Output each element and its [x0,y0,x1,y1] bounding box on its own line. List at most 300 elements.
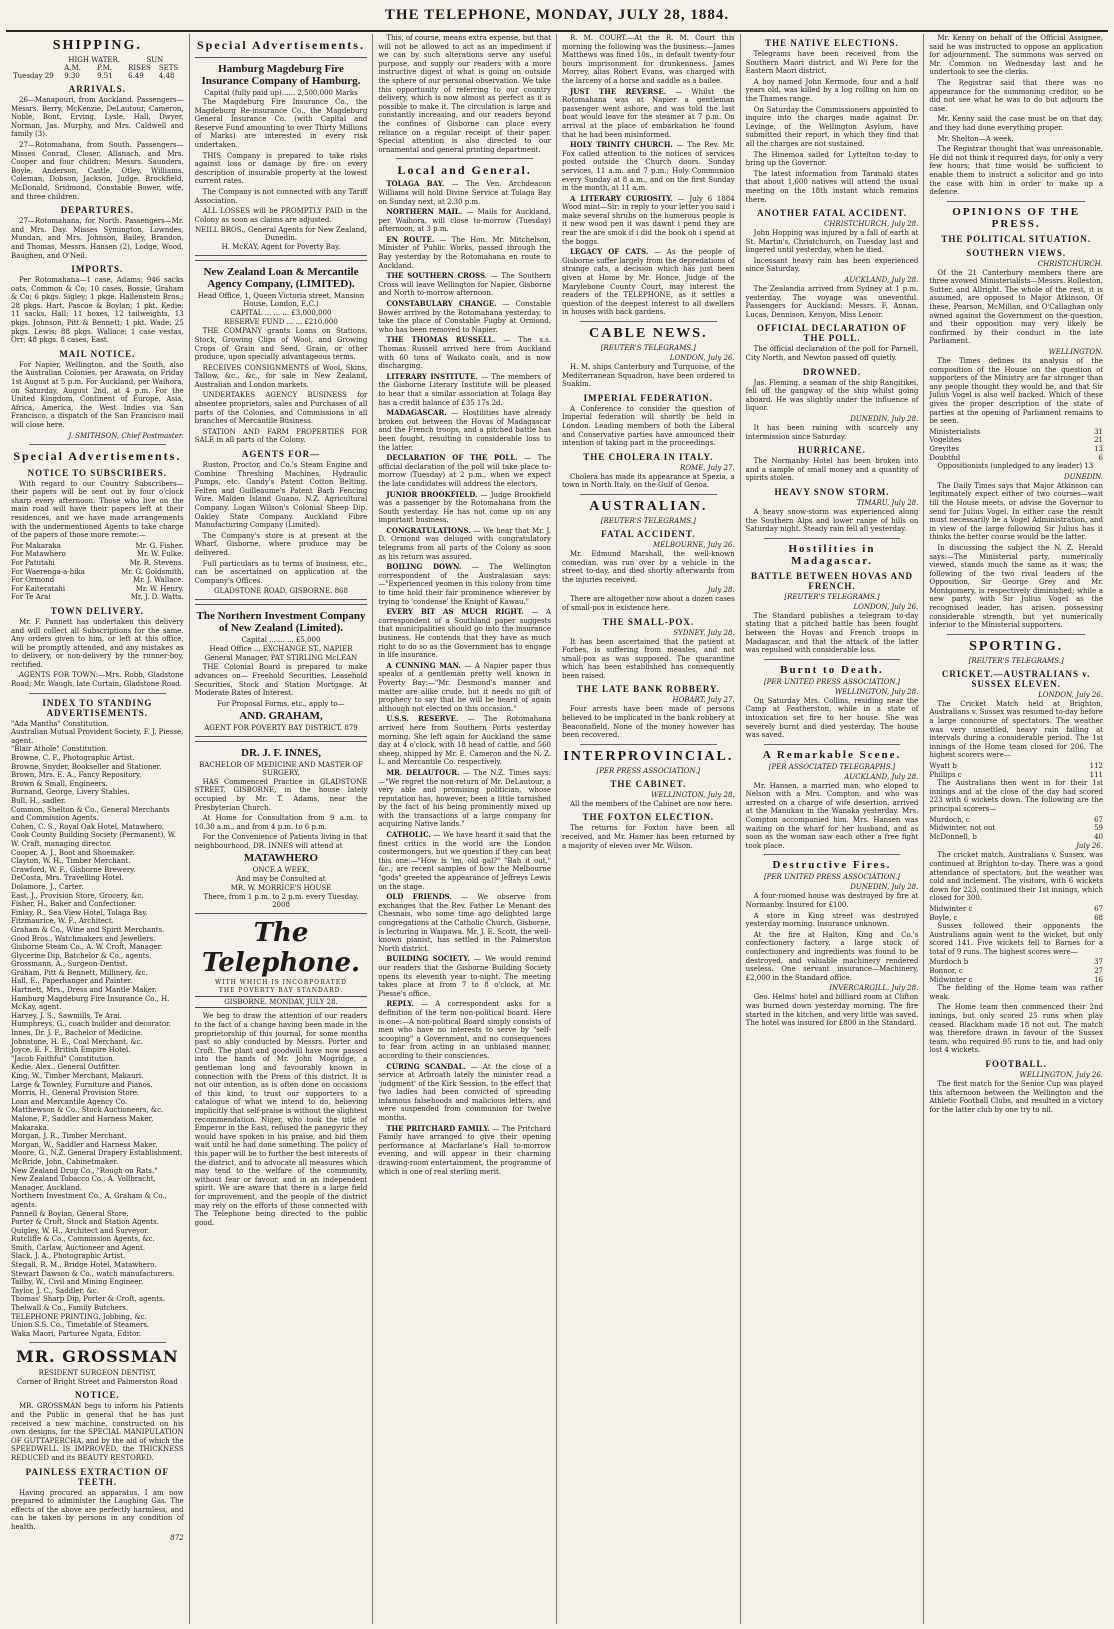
news-item-lead: DECLARATION OF THE POLL. [386,453,518,463]
another-text: John Hopping was injured by a fall of earth at St. Martin's, Christchurch, on Tuesday last and lingered until yesterday, when he died. [745,229,919,255]
town-agents-text: AGENTS FOR TOWN:—Mrs. Robb, Gladstone Road; Mr. Waugh, late Curtain, Gladstone Road. [11,671,184,689]
nic-proposal: For Proposal Forms, etc., apply to— [217,699,345,708]
political-heading: THE POLITICAL SITUATION. [941,233,1091,244]
news-item-text: The Registrar thought that was unreasonable. He did not think it required days, for only a very few hours; that time would be sufficient to enable them to instruct a solicitor and go into the case with him in order to make up a defence. [929,145,1103,197]
news-item-text: Whilst the Rotomahana was at Napier a gentleman passenger went ashore, and was told the last boat would leave for the steamer at 7 p.m. On arrival at the place of embarkation he found that he had been misinformed. [562,87,735,139]
divider [764,659,901,660]
news-item: THE SOUTHERN CROSS. — The Southern Cross will leave Wellington for Napier, Gisborne and North to-morrow afternoon. [378,271,552,298]
wellington-dateline: WELLINGTON. [1048,348,1103,357]
agent-row: For Ormond Mr. J. Wallace. [11,576,184,585]
news-item-text: The Wellington correspondent of the Australasian says:—"Experienced yeomen in this colony from time to time hold their fair prominence wherever by trying to 'condense' the Knight of Kawau." [378,563,551,606]
news-item-text: As the people of Gisborne suffer largely from the depredations of strange cats, a decision which has just been given at Home by Mr. Honce, Judge of the Marylebone County Court, may interest the readers of the TELEPHONE, as it settles a question of the deepest interest to all dwellers in houses with back gardens. [562,248,735,317]
news-item: THE PRITCHARD FAMILY. — The Pritchard Family have arranged to give their opening performance at Macfarlane's Hall to-morrow evening, and will appear in their charming drawing-room entertainment, the programme of which is one of real sterling merit. [378,1123,552,1176]
notice-text: With regard to our Country Subscribers—their papers will be sent out by four o'clock sharp every afternoon. Those who live on the main road will have their papers left at their residences, and we have made arrangements with the undermentioned Agents to take charge of the papers of those more remote:— [11,479,184,540]
news-item: LEGACY OF CATS. — As the people of Gisborne suffer largely from the depredations of strange cats, a decision which has just been given at Home by Mr. Honce, Judge of the Marylebone County Court, may interest the readers of the TELEPHONE, as it settles a question of the deepest interest to all dwellers in houses with back gardens. [562,247,735,317]
news-item: NORTHERN MAIL. — Mails for Auckland, per Waihora, will close to-morrow (Tuesday) afternoon, at 3 p.m. [378,207,551,234]
cable-heading: CABLE NEWS. [589,326,708,341]
news-item-lead: THE SOUTHERN CROSS. [386,271,488,281]
tide-cell: 4.48 [158,72,175,80]
southern-heading: SOUTHERN VIEWS. [966,247,1067,258]
news-item: MR. DELAUTOUR. — The N.Z. Times says:—"We regret the non-return of Mr. DeLautour, a very able and promising politician, whose reputation has, however, been a little tarnished by the fact of his being prominently mixed up with the transactions of a large company for acquiring Native lands." [378,767,552,829]
native-heading: THE NATIVE ELECTIONS. [765,38,899,48]
agent-row: For Waerenga-a-hika Mr. G. Goldsmith. [11,567,184,576]
mail-text: For Napier, Wellington, and the South, also the Australian Colonies, per Arawata, on Friday 1st August at 5 p.m. For Auckland, per Waihora, on Saturday, August 2nd, at 4 p.m. For the United Kingdom, Continent of Europe, Asia, Africa, America, the West Indies via San Francisco, a dispatch of the San Francisco mail will close here. [11,360,184,429]
news-item: U.S.S. RESERVE. — The Rotomahana arrived here from Southern Ports yesterday morning. She left again for Auckland the same day at 4 o'clock, with 18 head of cattle, and 560 sheep, shipped by Mr. E. Cameron and the N. Z. L. and Mercantile Co. respectively. [378,714,552,767]
index-item: Common, Shelton & Co., General Merchants and Commission Agents. [11,805,170,823]
news-item: BOILING DOWN. — The Wellington correspondent of the Australasian says:—"Experienced yeomen in this colony from time to time hold their fair prominence wherever by trying to 'condense' the Knight of Kawau." [378,562,551,606]
index-item: Matthewson & Co., Stock Auctioneers, &c. [11,1106,164,1115]
index-item: King, W., Timber Merchant, Makauri. [11,1072,144,1080]
tide-cell: 6.49 [128,72,144,80]
hostilities-heading: Hostilities in Madagascar. [788,542,876,567]
snow-text: A heavy snow-storm was experienced along the Southern Alps and lower range of hills on Saturday night. Steady rain fell all yesterday. [745,507,919,534]
leader-continued: This, of course, means extra expense, but that will not be allowed to act as an impediment if we can by such alterations serve any useful purpose, and supply our readers with a more instructive digest of what is going on outside the sphere of our personal observation. We take this opportunity of referring to our country delivery, which is now almost as perfect as it is possible to make it. The circulation is large and constantly increasing, and our readers beyond the confines of Gisborne can place every reliance on a regular receipt of their paper. Special attention is also directed to our ornamental and general printing department. [378,34,551,154]
innes-title: DR. J. F. INNES, [241,746,321,759]
remarkable-heading: A Remarkable Scene. [762,748,902,761]
dunedin-dateline: DUNEDIN. [1063,472,1103,481]
col4-news-list [562,88,735,317]
hamburg-text-2: THIS Company is prepared to take risks against loss or damage by fire on every description of insurable property at the lowest current rates. [194,151,368,186]
leader-text: We beg to draw the attention of our readers to the fact of a change having been made in the proprietorship of this journal, for some months past so ably conducted by Messrs. Porter and Croft. The plant and goodwill have now passed into the hands of Mr. John Mogridge, a gentleman long and favourably known in connection with the Press of this district. It is not our intention, as is often done on occasions of this kind, to trust our supporters to a catalogue of what we intend to do, believing implicitly that self-praise is without the slightest recommendation. Niger, who took the title of Emperor in the East, refused the panegyric they would have spoken in his praise, and bid them wait until he had done something. The policy of this paper will be to further the best interests of the district, and to advocate all measures which may tend to the welfare of the community, without fear or favour, and in an independent spirit. We are aware that there is a large field for improvement, and the people of the district may rely on the efforts of those connected with The Telephone being directed to the public good. [194,1012,368,1227]
index-item: Grossmann, A., Surgeon-Dentist. [11,960,128,969]
nzloan-text-4: STATION AND FARM PROPERTIES FOR SALE in all parts of the Colony. [194,427,368,445]
official-text: The official declaration of the poll for Parnell, City North, and Newton passed off quietly. [745,345,919,363]
nic-agent: AND. GRAHAM, [239,709,323,722]
smallpox-text: It has been ascertained that the patient at Forbes, is suffering from measles, and not small-pox as was supposed. The quarantine which has been established has consequently been raised. [562,637,735,680]
innes-once: ONCE A WEEK, [252,866,310,875]
index-item: Hall, E., Paperhanger and Painter. [11,977,133,986]
news-item [929,34,1103,77]
index-item: Gisborne Steam Co., A. W. Croft, Manager. [11,943,163,952]
cricket-text-4: Sussex followed their opponents the Australians again went to the wicket, but only scored 141. Five wickets fell to Barnes for a total of 9 runs. The highest scores were— [929,922,1103,956]
fatal-heading: FATAL ACCIDENT. [601,528,696,539]
cable-text: H. M. ships Canterbury and Turquoise, of the Mediterranean Squadron, have been ordered to Suakim. [562,363,735,389]
news-item: REPLY. — A correspondent asks for a definition of the term non-political board. Here is one:—A non-political Board simply consists of men who have no interests to serve by "self-scooping" a Government, and no consequences to fear from acting in an unbiased manner, according to their consciences. [378,999,551,1060]
news-item-lead: HOLY TRINITY CHURCH. [570,140,673,150]
tide-day: Tuesday 29 [13,72,54,80]
nzloan-capital: CAPITAL ... ... ... £3,000,000 [230,309,332,318]
news-item-lead: THE THOMAS RUSSELL. [386,335,496,345]
index-item: Fisher, H., Baker and Confectioner. [11,900,137,909]
index-item: "Ada Mantha" Constitution. [11,719,109,728]
index-item: Union S.S. Co., Timetable of Steamers. [11,1321,150,1330]
shipping-heading: SHIPPING. [52,38,142,53]
drowned-text: Jas. Fleming, a seaman of the ship Rangitikei, fell off the gangway of the ship whilst going aboard. He was slightly under the influence of liquor. [745,378,919,413]
news-item: DECLARATION OF THE POLL. — The official declaration of the poll will take place to-morrow (Tuesday) at 2 p.m., when we expect the late candidates will address the electors. [378,453,552,488]
ministerial-row: Ministerialists 31 [929,427,1103,436]
index-item: Brown & Small, Engineers. [11,779,108,788]
agent-row: For Te Arai Mr. J. D. Watts. [11,593,184,602]
nic-title: The Northern Investment Company of New Zealand (Limited). [196,610,366,635]
smallpox-dateline: SYDNEY, July 28. [673,628,735,637]
index-item: Finlay, R., Sea View Hotel, Tolaga Bay. [11,908,148,917]
sporting-kicker: [REUTER'S TELEGRAMS.] [968,656,1064,665]
another-dateline-2: AUCKLAND, July 28. [844,276,919,285]
index-item: Johnstone, H. E., Coal Merchant, &c. [11,1037,143,1046]
index-item: Slack, J. A., Photographic Artist. [11,1252,126,1261]
destructive-heading: Destructive Fires. [772,859,892,872]
index-item: McBride, John, Cabinetmaker. [11,1157,119,1166]
tide-col: SETS [158,64,179,72]
tide-head-sun: SUN [146,56,164,64]
destructive-dateline: DUNEDIN, July 28. [850,883,919,892]
index-item: Malone, P., Saddler and Harness Maker, Makaraka. [11,1114,154,1132]
score-row: Phillips c 111 [929,770,1103,779]
cabinet-heading: THE CABINET. [610,778,687,789]
index-item: Australian Mutual Provident Society, F. J. Piesse, agent. [11,728,184,745]
remarkable-dateline: AUCKLAND, July 28. [844,772,919,781]
index-item: Thelwall & Co., Family Butchers. [11,1304,129,1313]
drowned-heading: DROWNED. [802,366,862,377]
news-item-lead: JUST THE REVERSE. [570,86,667,96]
football-heading: FOOTBALL. [985,1059,1047,1069]
index-item: Waka Maori, Parturee Ngata, Editor. [11,1329,141,1338]
column-2 [190,34,374,1624]
painless-heading: PAINLESS EXTRACTION OF TEETH. [25,1466,169,1487]
federation-heading: IMPERIAL FEDERATION. [583,392,713,403]
nzloan-store-2: Full particulars as to terms of business, etc., can be ascertained on application at the Company's Offices. [194,559,368,585]
nzloan-office: Head Office, 1, Queen Victoria street, Mansion House, London, E.C.) [197,292,365,309]
index-item: Northern Investment Co., A. Graham & Co., agents. [11,1192,167,1209]
news-item [746,151,919,168]
invercargill-dateline: INVERCARGILL, July 28. [829,984,919,993]
news-item-text: The Rotomahana arrived here from Southern Ports yesterday morning. She left again for Auckland the same day at 4 o'clock, with 18 head of cattle, and 560 sheep, shipped by Mr. E. Cameron and the N. Z. L. and Mercantile Co. respectively. [378,715,552,767]
index-item: Thomas' Sharp Dip, Porter & Croft, agents. [11,1295,165,1304]
hamburg-ad [195,57,368,256]
divider [947,634,1085,635]
index-item: Cohen, C. S., Royal Oak Hotel, Matawhero. [11,822,165,831]
grossman-text: MR. GROSSMAN begs to inform his Patients and the Public in general that he has just received a new machine, constructed on his own designs, for the SPECIAL MANIPULATION OF GUTTAPERCHA, and by the aid of which the SPEEDWELL IS IMPROVED, the THICKNESS REDUCED and its BEAUTY RESTORED. [11,1402,184,1462]
column-3 [373,34,557,1624]
index-item: Porter & Croft, Stock and Station Agents. [11,1218,159,1227]
dunedin-text: It has been raining with scarcely any intermission since Saturday. [745,424,919,441]
news-item [746,78,919,104]
remarkable-text: Mr. Hansen, a married man, who eloped to Nelson with a Mrs. Compton, and who was arrested on a charge of wife desertion, arrived at the Manukau in the Wanaka yesterday. Mrs. Compton accompanied him. Mrs. Hansen was waiting on the wharf for her husband, and as soon as the woman saw each other a free fight took place. [745,781,919,850]
news-item-text: Judge Brookfield was a passenger by the Rotomahana from the South yesterday. He has not come up on any important business. [378,490,551,525]
score-row: Wyatt b 112 [929,762,1103,770]
imports-text: Per Rotomahana—1 case, Adams; 946 sacks oats, Common & Co; 10 cases, Bossie, Graham & Co; 6 pkgs. Sigley; 1 pkge. Hallenstein Bros.; 28 pkgs. Hart, Pascoe & Boylan; 1 pkt. Kedie; 11 sacks, Hall; 11 boxes, 12 tailweights, 13 pkgs. Johnson, Pitt & Bennett; 1 pkt. Wade; 25 pkgs. Lewis; 88 pkgs. Wallace; 1 case vestas, Orr; 48 pkgs. 8 cases, East. [11,276,184,345]
innes-hours-2: There, from 1 p.m. to 2 p.m. every Tuesday. 2008 [203,893,359,910]
court-text: R. M. COURT.—At the R. M. Court this morning the following was the business:—James Matthews was fined 10s., in default twenty-four hours imprisonment for drunkenness. James Morrey, alias Robert Evans, was charged with the larceny of a horse and saddle as a bailee. [562,34,735,85]
index-item: TELEPHONE PRINTING, Jobbing, &c. [11,1312,147,1321]
index-item: Quigley, W. H., Architect and Surveyor. [11,1226,150,1235]
arrivals-heading: ARRIVALS. [68,84,126,94]
score-row: McDonnell, b 40 [929,832,1103,841]
index-item: Good Bros., Watchmakers and Jewellers. [11,934,156,943]
cricket-scores-2 [929,816,1103,842]
news-item: THE THOMAS RUSSELL. — The s.s. Thomas Russell arrived here from Auckland with 60 tons of Waikato coals, and is now discharging. [378,335,552,371]
news-item-lead: EN ROUTE. [386,234,435,244]
innes-house: MR. W. MORRICE'S HOUSE [230,884,332,893]
bank-text: Four arrests have been made of persons believed to be implicated in the bank robbery at Beaconsfield. None of the money however has been recovered. [562,705,735,740]
painless-text: Having procured an apparatus, I am now prepared to administer the Laughing Gas. The effects of the above are perfectly harmless, and can be taken by persons in any condition of health. [11,1488,184,1531]
divider [580,744,717,745]
score-row: Bonnor, c 27 [929,967,1103,976]
news-item-text: The Ven. Archdeacon Williams will hold Divine Service at Tolaga Bay on Sunday next, at 2.30 p.m. [378,180,551,206]
mail-sign: J. SMITHSON, Chief Postmaster. [68,431,184,440]
destructive-text: A four-roomed house was destroyed by fire at Normanby. Insured for £100. [745,892,919,910]
federation-text: A Conference to consider the question of Imperial federation will shortly be held in London. Leading members of both the Liberal and Conservative parties have announced their intention of taking part in the proceedings. [562,404,735,448]
hamburg-title: Hamburg Magdeburg Fire Insurance Company of Hamburg. [201,63,361,87]
index-item: Burnand, George, Livery Stables. [11,788,130,797]
news-item-text: The Pritchard Family have arranged to give their opening performance at Macfarlane's Hall to-morrow evening, and will appear in their charming drawing-room entertainment, the programme of which is one of real sterling merit. [378,1124,552,1176]
score-row: Murdoch, c 67 [929,815,1103,824]
hamburg-capital: Capital (fully paid up)...... 2,500,000 Marks [204,89,358,97]
news-item-text: July 6 1884 Wood mint—Sir: in reply to your letter you said i make several shrubs on the humerous people is it new wood pen it was dawnt i pend they are rear the are smok if i did the book oh i spend at the boggs. [562,194,735,246]
agent-row: For Patutahi Mr. R. Stevens. [11,558,184,567]
news-item-lead: REPLY. [386,999,414,1009]
cricket-text: The Cricket Match held at Brighton, Australians v. Sussex was resumed to-day before a large concourse of spectators. The weather was very unsettled, heavy rain falling at intervals during a considerable period. The 1st innings of the Home team closed for 206. The highest scorers were— [929,699,1103,760]
nzloan-store: The Company's store is at present at the Wharf, Gisborne, where produce may be delivered. [194,531,368,557]
index-item: "Jacob Faithful" Constitution. [11,1054,115,1063]
news-item-text: A correspondent of a Southland paper suggests that municipalities should go into the insurance business. He contends that they have as much right to do so as the Government has to engage in life insurance. [378,608,551,660]
innes-text-2: For the Convenience of Patients living in that neighbourhood, DR. INNES will attend at [194,833,368,850]
grossman-address: Corner of Bright Street and Palmerston Road [16,1378,178,1387]
cholera-dateline: ROME, July 27. [680,463,735,472]
fatal-dateline: MELBOURNE, July 26. [652,540,735,549]
cabinet-text: All the members of the Cabinet are now here. [570,799,733,808]
nzloan-title: New Zealand Loan & Mercantile Agency Company, (LIMITED). [203,266,359,291]
nameplate-subtitle-2: THE POVERTY BAY STANDARD. [218,987,344,995]
news-item [929,135,1103,144]
another-text-2: Incessant heavy rain has been experienced since Saturday. [745,256,919,274]
smallpox-heading: THE SMALL-POX. [602,616,695,627]
news-item-text: The Hinemoa sailed for Lyttelton to-day to bring up the Governor. [745,150,919,168]
news-item-text: The Southern Cross will leave Wellington for Napier, Gisborne and North to-morrow afternoon. [378,272,552,298]
fatal-text: Mr. Edmund Marshall, the well-known comedian, was run over by a vehicle in the street to-day, and died shortly afterwards from the injuries received. [562,549,735,584]
cholera-heading: THE CHOLERA IN ITALY. [583,451,714,462]
ministerial-row: Doubtful 6 [929,453,1103,462]
another-accident-heading: ANOTHER FATAL ACCIDENT. [756,208,908,219]
page-masthead: THE TELEPHONE, MONDAY, JULY 28, 1884. [384,6,730,23]
tide-col: RISES [128,64,151,72]
battle-text: The Standard publishes a telegram to-day stating that a pitched battle has been fought between the Hovas and French troops in Madagascar, and that the attack of the latter was repulsed with considerable loss. [745,611,919,655]
index-item: Morgan, J. R., Timber Merchant. [11,1132,127,1141]
destructive-text-3: At the fire at Halton, King and Co.'s confectionery factory, a large stock of confectionery and ingredients was found to be destroyed, and valuable machinery rendered useless. One servant insurance—Machinery, £2,000 in the Standard office. [745,930,919,982]
index-item: Moore, G., N.Z. General Drapery Establishment. [11,1149,183,1158]
cable-kicker: [REUTER'S TELEGRAMS.] [600,344,696,352]
news-item-text: We have heard it said that the finest critics in the world are the London costermongers, but we question if they can beat this one:—"How is 'im, old gal?" "Bah it out," &c.; are recent samples of how the Melbourne "gods" greeted the appearance of Jeffreys Lewis on the stage. [378,831,552,891]
nic-agent-sub: AGENT FOR POVERTY BAY DISTRICT. 879 [204,723,358,732]
divider [29,693,166,694]
index-item: Glycerine Dip, Batchelor & Co., agents. [11,951,152,960]
bank-dateline: HOBART, July 27. [672,696,735,705]
score-row: Boyle, c 68 [929,913,1103,922]
hamburg-sign: NEILL BROS., General Agents for New Zealand, Dunedin. [195,226,367,243]
tide-cell: 9.51 [97,72,113,80]
news-item [929,145,1103,197]
news-item: CONGRATULATIONS. — We hear that Mr. J. D. Ormond was deluged with congratulatory telegrams from all parts of the Colony as soon as his return was assured. [378,525,551,561]
tide-cell: 9.30 [64,72,80,80]
index-item: Bull, H., sadler. [11,797,66,805]
news-item-lead: U.S.S. RESERVE. [386,714,459,724]
column-6 [924,34,1108,1624]
australian-kicker: [REUTER'S TELEGRAMS.] [600,516,696,525]
innes-text: HAS Commenced Practice in GLADSTONE STREET, GISBORNE, in the house lately occupied by Mr. T. Adams, near the Presbyterian Church. [194,777,368,812]
news-item-text: The Rev. Mr. Fox called attention to the notices of services posted outside the Church doors. Sunday services, 11 a.m. and 7 p.m.; Holy Communion every Sunday at 8 a.m., and on the first Sunday in the month, at 11 a.m. [562,141,735,193]
index-item: Kedie, Alex., General Outfitter. [11,1063,121,1072]
newspaper-nameplate: The Telephone. [201,918,361,979]
index-item: Morris, H., General Provision Store. [11,1089,140,1098]
index-item: Hartnett, Mrs., Dress and Mantle Maker. [11,986,157,995]
dunedin-text: The Daily Times says that Major Atkinson can legitimately expect either of two courses—wait till the House meets, or advise the Governor to send for Julius Vogel. In either case the result must necessarily be a Vogel Administration, and in view of the large following Sir Julius has it thinks the better course would be the latter. [929,481,1103,542]
news-item-text: Mails for Auckland, per Waihora, will close to-morrow (Tuesday) afternoon, at 3 p.m. [378,208,551,234]
ministerial-row: Greyites 13 [929,444,1103,453]
index-item: New Zealand Drug Co., "Rough on Rats." [11,1166,158,1175]
index-item: Hamburg Magdeburg Fire Insurance Co., H. McKay, agent. [11,994,170,1012]
cholera-text: Cholera has made its appearance at Spezia, a town in North Italy, on the Gulf of Genoa. [562,472,735,490]
cricket-text-3: The cricket match, Australians v. Sussex, was continued at Brighton to-day. There was a good attendance of spectators, but the weather was cold and inclement. The visitors, with 6 wickets down for 223, continued their 1st innings, which closed for 300. [929,851,1103,903]
news-item [746,106,919,149]
score-row: Murdoch b 37 [929,958,1103,967]
nzloan-text-3: UNDERTAKES AGENCY BUSINESS for absentee proprietors, sales and Purchases of all parts of the Colonies, and Commissions in all branches of Mercantile Business. [194,391,368,426]
news-item-lead: CONGRATULATIONS. [386,525,471,535]
index-item: DeCosta, Mrs. Travelling Hotel. [11,874,124,883]
fatal-text-2: There are altogether now about a dozen cases of small-pox in existence here. [562,595,735,612]
index-item: Crawford, W. F., Gisborne Brewery. [11,865,136,874]
news-item [929,79,1103,113]
news-item: LITERARY INSTITUTE. — The members of the Gisborne Literary Institute will be pleased to hear that a similar association at Tolaga Bay has a credit balance of £35 17s 2d. [378,371,551,407]
masthead-rule [6,30,1108,32]
divider [764,854,901,855]
innes-place: MATAWHERO [243,852,319,865]
news-item-text: Mr. Kenny said the case must be on that day, and they had done everything proper. [929,115,1103,132]
nic-office: Head Office ... EXCHANGE ST., NAPIER [209,645,353,654]
tide-table [11,56,184,80]
grossman-title: MR. GROSSMAN [16,1347,179,1367]
index-item: East, J., Provision Store, Grocery, &c. [11,891,144,900]
index-item: Tailby, W., Civil and Mining Engineer. [11,1278,144,1287]
index-item: Innes, Dr. J. F., Bachelor of Medicine. [11,1029,143,1038]
news-item-text: On Saturday the Commissioners appointed to inquire into the charges made against Dr. Levinge, of the Wellington Asylum, have submitted their report, in which they find that all the charges are not sustained. [745,105,919,148]
divider [947,201,1085,202]
index-item: Taylor, J. C., Saddler, &c. [11,1286,99,1295]
divider [764,744,901,745]
divider [29,1342,166,1343]
news-item-lead: NORTHERN MAIL. [386,207,463,217]
index-item: Harvey, J. S., Sawmills, Te Arai. [11,1011,123,1020]
index-item: Morgan, W., Saddler and Harness Maker. [11,1140,158,1149]
hamburg-text-3: The Company is not connected with any Tariff Association. [194,187,368,205]
index-item: Stewart Dawson & Co., watch manufacturers. [11,1269,175,1278]
index-item: Loan and Mercantile Agency Co. [11,1097,128,1106]
divider [29,444,166,445]
news-item-text: Mr. Kenny on behalf of the Official Assignee, said he was instructed to oppose an application for adjournment. The summons was served on Mr. Common on Wednesday last and he undertook to see the clerks. [929,34,1103,77]
index-item: Joyce, E. F., British Empire Hotel. [11,1046,131,1055]
index-item: Humphreys, G., coach builder and decorator. [11,1020,171,1029]
interprovincial-kicker: [PER PRESS ASSOCIATION.] [596,766,701,775]
cricket-scores-3 [929,905,1103,922]
nic-manager: General Manager, PAT STIRLING McLEAN [204,654,358,663]
index-item: Cook County Building Society (Permanent), W. W. Craft, managing director. [11,831,176,848]
agent-row: For Matawhero Mr. W. Fulke. [11,550,184,559]
news-item-text: The Registrar said that there was no appearance for the summoning creditor, so he did not see what he was to do but adjourn the case. [929,78,1103,113]
opinions-heading: OPINIONS OF THE PRESS. [952,205,1081,230]
news-item-text: A Napier paper thus speaks of a gentleman pretty well known in Poverty Bay:—"Mr. Desmond's manner and matter are alike crude, but it needs no gift of prophecy to say that he will be heard of again although not elected on this occasion." [378,661,551,713]
cricket-dateline-2: July 26. [1076,842,1103,851]
native-text: Telegrams have been received from the Southern Maori district, and Wi Pere for the Eastern Maori district. [745,50,919,76]
foxton-text: The returns for Foxton have been all received, and Mr. Hamer has been returned by a majority of eleven over Mr. Wilson. [562,824,735,850]
foxton-heading: THE FOXTON ELECTION. [582,812,715,823]
football-dateline: WELLINGTON, July 26. [1019,1071,1103,1079]
news-item: CATHOLIC. — We have heard it said that the finest critics in the world are the London costermongers, but we question if they can beat this one:—"How is 'im, old gal?" "Bah it out," &c.; are recent samples of how the Melbourne "gods" greeted the appearance of Jeffreys Lewis on the stage. [378,830,552,891]
nzloan-agents-heading: AGENTS FOR— [241,449,321,460]
news-item-lead: MR. DELAUTOUR. [386,767,460,777]
hamburg-text-4: ALL LOSSES will be PROMPTLY PAID in the Colony as soon as claims are adjusted. [194,207,368,224]
snow-heading: HEAVY SNOW STORM. [774,486,890,497]
burnt-text: On Saturday Mrs. Collins, residing near the Camp at Featherston, while in a state of intoxication set fire to her house. She was severely burnt and died yesterday. The house was saved. [745,696,919,740]
index-item: Brown, Mrs. E. A., Fancy Repository. [11,771,142,780]
nameplate-subtitle: WITH WHICH IS INCORPORATED [215,979,347,987]
index-item: Graham, Pitt & Bennett, Millinery, &c. [11,968,148,977]
innes-seen: And may be Consulted at [236,875,326,884]
nzloan-ad [195,260,368,600]
opposition-line: Oppositionists (unpledged to any leader) 13 [937,462,1094,471]
cricket-text-5: The fielding of the Home team was rather weak. [929,984,1103,1001]
sporting-heading: SPORTING. [969,638,1064,654]
innes-ad [195,741,368,915]
index-item: Graham & Co., Wine and Spirit Merchants. [11,925,165,934]
nic-text: THE Colonial Board is prepared to make advances on— Freehold Securities, Leasehold Securities, Stock and Station Mortgage. At Moderate Rates of Interest. [194,663,368,698]
news-item [746,170,919,204]
hurricane-text: The Normanby Hotel has been broken into and a sample of small money and a quantity of spirits stolen. [745,457,919,483]
departures-text: 27—Rotomahana, for North. Passengers—Mr. and Mrs. Day. Misses Symington, Lowndes, Mundan, and Mrs. Johnson, Bailey, Brandon, and Thomas, Messrs. Hansen (2), Lodge, Wood, Baughen, and O'Neil. [11,217,184,260]
news-item-text: The Hon. Mr. Mitchelson, Minister of Public Works, passed through the Bay yesterday by the Rotomahana en route to Auckland. [378,235,552,270]
invercargill-text: Geo. Helms' hotel and billiard room at Clifton was burned down yesterday morning. The fire started in the kitchen, and very little was saved. The hotel was insured for £800 in the Standard. [745,993,919,1028]
burnt-heading: Burnt to Death. [780,663,884,676]
news-item-text: We hear that Mr. J. D. Ormond was deluged with congratulatory telegrams from all parts of the Colony as soon as his return was assured. [378,526,551,561]
news-item-lead: CATHOLIC. [386,830,431,840]
arrivals-text-2: 27—Rotomahana, from South. Passengers—Misses Conrad, Closer, Allanach, and Mrs. Cooper and four children; Messrs. Saunders, Boyle, Anderson, Castle, Otley, Williams, Coleman, Dobson, Jackson, Judge, Brockfield, McDonald, Sridmond, Constable Bower, wife, and three children. [11,140,184,201]
interprovincial-heading: INTERPROVINCIAL. [563,748,734,764]
news-item-lead: OLD FRIENDS. [386,892,452,902]
town-delivery-heading: TOWN DELIVERY. [50,605,144,616]
news-item-text: The s.s. Thomas Russell arrived here from Auckland with 60 tons of Waikato coals, and is now discharging. [378,336,552,371]
burnt-kicker: [PER UNITED PRESS ASSOCIATION.] [763,677,901,686]
news-item-lead: A LITERARY CURIOSITY. [570,193,673,203]
ministerial-row: Vogelites 21 [929,436,1103,445]
index-item: Fitzmaurice, W. F., Architect. [11,917,114,926]
index-item: New Zealand Tobacco Co., A. Vollbracht, Manager, Auckland. [11,1175,156,1192]
innes-subtitle: BACHELOR OF MEDICINE AND MASTER OF SURGERY, [199,760,363,777]
index-item: "Blair Athole" Constitution. [11,745,108,754]
news-item-lead: BUILDING SOCIETY. [386,954,470,964]
official-heading: OFFICIAL DECLARATION OF THE POLL. [756,323,908,344]
index-item: Large & Townley, Furniture and Pianos. [11,1080,153,1089]
hurricane-heading: HURRICANE. [798,445,866,456]
score-row: Midwinter, not out 59 [929,824,1103,833]
news-item-lead: THE PRITCHARD FAMILY. [386,1123,490,1133]
football-text: The first match for the Senior Cup was played this afternoon between the Wellington and the Athletic Football Clubs, and resulted in a victory for the latter club by one try to nil. [929,1080,1103,1114]
imports-heading: IMPORTS. [71,264,124,275]
divider [580,321,717,322]
column-1 [6,34,190,1624]
index-item: Clayton, W. H., Timber Merchant. [11,857,131,866]
news-item-lead: TOLAGA BAY. [386,179,445,189]
battle-kicker: [REUTER'S TELEGRAMS.] [784,592,880,601]
destructive-kicker: [PER UNITED PRESS ASSOCIATION.] [763,873,901,882]
index-item: Rutcliffe & Co., Commission Agents, &c. [11,1235,155,1244]
agent-row: For Makaraka Mr. G. Fisher. [11,541,184,550]
news-item-text: The N.Z. Times says:—"We regret the non-return of Mr. DeLautour, a very able and promising politician, whose reputation has, however, been a little tarnished by the fact of his being prominently mixed up with the transactions of a large company for acquiring Native lands." [378,768,552,829]
column-4 [557,34,741,1624]
news-item: A CUNNING MAN. — A Napier paper thus speaks of a gentleman pretty well known in Poverty Bay:—"Mr. Desmond's manner and matter are alike crude, but it needs no gift of prophecy to say that he will be heard of again although not elected on this occasion." [378,660,551,713]
nzloan-address: GLADSTONE ROAD, GISBORNE. 868 [214,587,348,596]
news-item-lead: JUNIOR BROOKFIELD. [386,489,478,499]
index-item: Browne, C. F., Photographic Artist. [11,754,135,763]
cricket-dateline: LONDON, July 26. [1038,690,1103,699]
news-item-text: The official declaration of the poll will take place to-morrow (Tuesday) at 2 p.m., when we expect the late candidates will address the electors. [378,454,552,488]
